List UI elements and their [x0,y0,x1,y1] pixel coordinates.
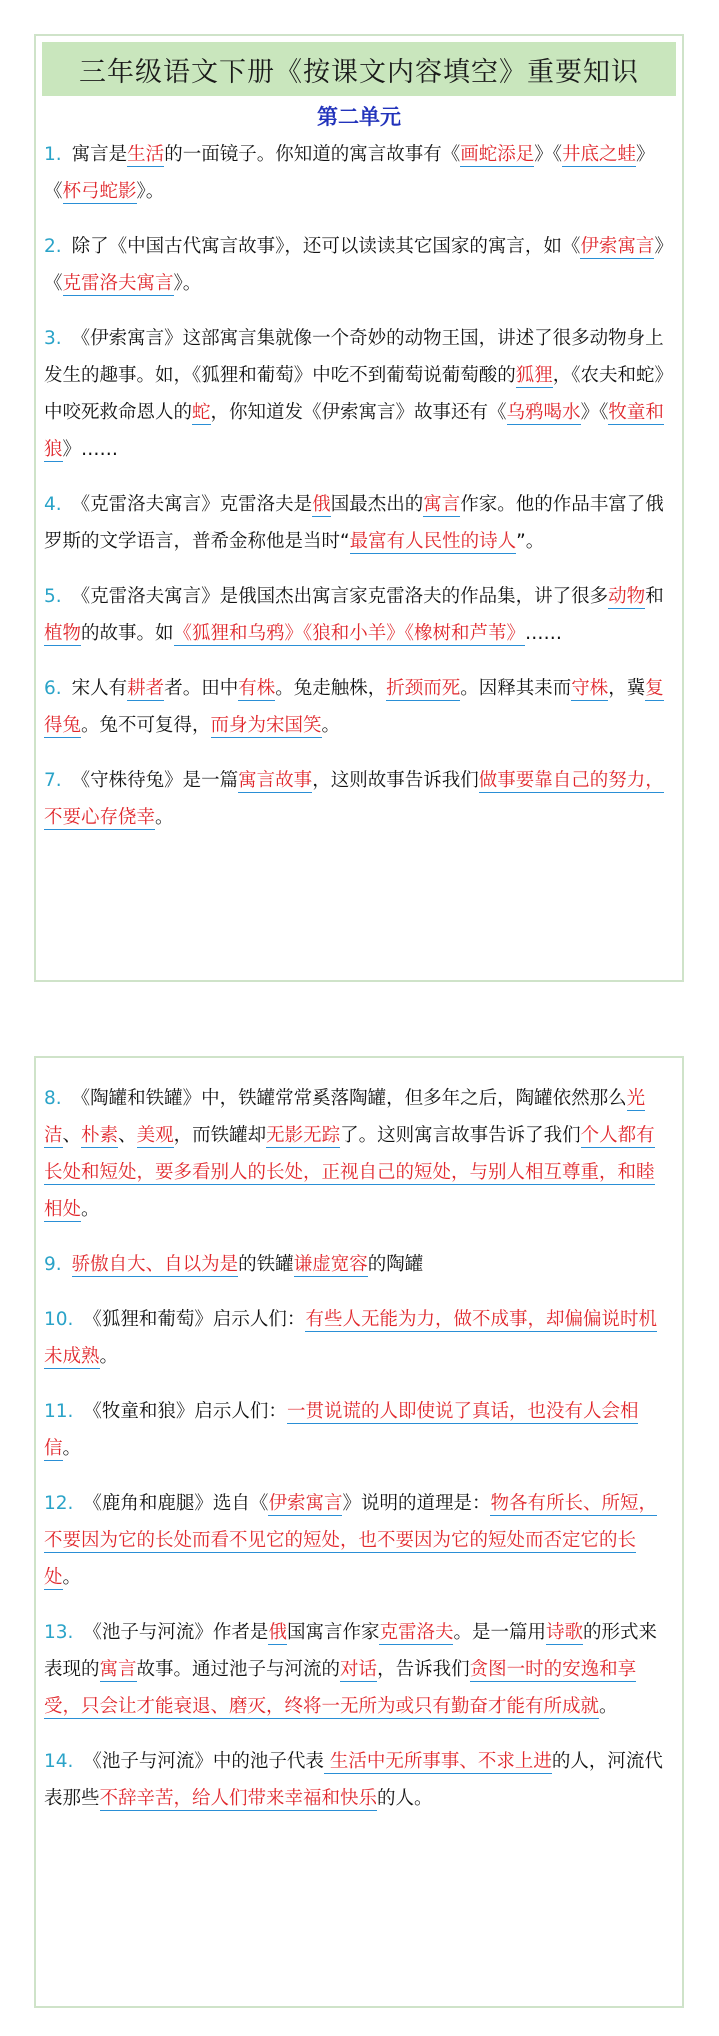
answer-text: 狐狸 [515,365,553,386]
item-text: 《伊索寓言》这部寓言集就像一个奇妙的动物王国，讲述了很多动物身上发生的趣事。如，《狐狸和葡萄》中吃不到葡萄说葡萄酸的 [44,328,664,386]
item-text: 的一面镜子。你知道的寓言故事有《 [164,144,461,165]
answer-text: 做事要靠自己的努力，不要心存侥幸 [44,770,664,828]
item-number: 3. [44,328,62,349]
answer-text: 而身为宋国笑 [210,715,322,736]
knowledge-item [44,320,670,468]
answer-text: 寓言 [99,1659,137,1680]
item-number: 12. [44,1493,74,1514]
knowledge-item [44,228,670,302]
answer-text: 寓言 [423,494,461,515]
item-text: 者。田中 [164,678,239,699]
knowledge-item [44,136,670,210]
answer-text: 守株 [571,678,609,699]
item-text: 《狐狸和葡萄》启示人们： [83,1309,306,1330]
item-text: 的铁罐 [238,1254,294,1275]
item-text: 。 [321,715,341,736]
item-text: 除了《中国古代寓言故事》，还可以读读其它国家的寓言，如《 [71,236,581,257]
item-text: 《鹿角和鹿腿》选自《 [83,1493,269,1514]
item-text: 《克雷洛夫寓言》克雷洛夫是 [71,494,313,515]
item-text: 了。这则寓言故事告诉了我们 [340,1125,581,1146]
item-number: 10. [44,1309,74,1330]
item-text: 《克雷洛夫寓言》是俄国杰出寓言家克雷洛夫的作品集，讲了很多 [71,586,609,607]
answer-text: 蛇 [192,402,211,423]
item-text: 《牧童和狼》启示人们： [83,1401,287,1422]
item-number: 14. [44,1751,74,1772]
item-list-2 [36,1058,682,1817]
item-text: 的故事。如 [81,623,174,644]
item-text: 》《 [44,144,655,202]
answer-text: 物各有所长、所短，不要因为它的长处而看不见它的短处，也不要因为它的短处而否定它的长处 [44,1493,657,1588]
answer-text: 井底之蛙 [561,144,636,165]
answer-text: 有些人无能为力，做不成事，却偏偏说时机未成熟 [44,1309,657,1367]
item-text: 》…… [62,439,119,460]
item-text: 宋人有 [71,678,128,699]
item-text: …… [525,623,563,644]
item-text: 。 [81,1199,100,1220]
answer-text: 俄 [268,1622,287,1643]
knowledge-item [44,1393,670,1467]
answer-text: 伊索寓言 [268,1493,343,1514]
item-text: ”。 [516,531,545,552]
knowledge-item [44,1301,670,1375]
answer-text: 最富有人民性的诗人 [349,531,517,552]
item-text: 《守株待兔》是一篇 [71,770,239,791]
knowledge-item [44,1080,670,1228]
answer-text: 生活中无所事事、不求上进 [323,1751,552,1772]
item-text: 。 [62,1438,82,1459]
knowledge-item [44,1614,670,1725]
item-number: 4. [44,494,62,515]
item-list-1 [36,132,682,836]
item-text: ，《农夫和蛇》中咬死救命恩人的 [44,365,664,423]
item-text: 。 [599,1696,618,1717]
answer-text: 克雷洛夫寓言 [62,273,174,294]
knowledge-item [44,670,670,744]
answer-text: 折颈而死 [386,678,461,699]
answer-text: 不辞辛苦，给人们带来幸福和快乐 [99,1788,378,1809]
item-text: ，你知道发《伊索寓言》故事还有《 [210,402,507,423]
item-text: 《池子与河流》作者是 [83,1622,269,1643]
item-text: 》说明的道理是： [342,1493,491,1514]
item-text: 。是一篇用 [453,1622,546,1643]
knowledge-item [44,762,670,836]
item-text: 的陶罐 [367,1254,424,1275]
item-text: ，告诉我们 [377,1659,470,1680]
answer-text: 画蛇添足 [460,144,535,165]
unit-heading: 第二单元 [317,105,401,129]
item-text: 的形式来表现的 [44,1622,658,1680]
item-text: 。兔走触株， [275,678,387,699]
answer-text: 伊索寓言 [580,236,655,257]
knowledge-card-2 [34,1056,684,2008]
answer-text: 耕者 [127,678,165,699]
item-number: 8. [44,1088,62,1109]
item-text: ，这则故事告诉我们 [312,770,479,791]
item-number: 1. [44,144,62,165]
knowledge-item [44,578,670,652]
item-text: 、 [62,1125,82,1146]
item-text: 、 [118,1125,137,1146]
answer-text: 复得兔 [44,678,664,736]
answer-text: 骄傲自大、自以为是 [71,1254,239,1275]
item-text: 的人。 [377,1788,433,1809]
answer-text: 朴素 [81,1125,119,1146]
item-text: ，冀 [608,678,646,699]
item-text: 》。 [173,273,202,294]
knowledge-card-1 [34,34,684,982]
item-text: 国寓言作家 [286,1622,380,1643]
answer-text: 美观 [136,1125,174,1146]
answer-text: 牧童和狼 [44,402,664,460]
item-text: 》《 [44,236,664,294]
item-text: 和 [645,586,664,607]
item-text: 《池子与河流》中的池子代表 [83,1751,324,1772]
item-text: 。 [155,807,174,828]
page-title: 三年级语文下册《按课文内容填空》重要知识 [42,42,676,96]
item-text: ，而铁罐却 [173,1125,267,1146]
item-text: 》《 [580,402,609,423]
answer-text: 无影无踪 [266,1125,341,1146]
item-number: 2. [44,236,62,257]
answer-text: 生活 [127,144,165,165]
answer-text: 个人都有长处和短处，要多看别人的长处，正视自己的短处，与别人相互尊重，和睦相处 [44,1125,655,1220]
item-text: 》《 [534,144,562,165]
item-number: 11. [44,1401,74,1422]
item-text: 。因释其耒而 [460,678,572,699]
item-number: 13. [44,1622,74,1643]
item-text: 。 [99,1346,119,1367]
item-text: 寓言是 [71,144,128,165]
answer-text: 动物 [608,586,646,607]
answer-text: 乌鸦喝水 [506,402,581,423]
knowledge-item [44,486,670,560]
answer-text: 谦虚宽容 [293,1254,368,1275]
knowledge-item [44,1246,670,1283]
item-text: 的人，河流代表那些 [44,1751,663,1809]
answer-text: 贪图一时的安逸和享受，只会让才能衰退、磨灭，终将一无所为或只有勤奋才能有所成就 [44,1659,637,1717]
answer-text: 克雷洛夫 [379,1622,454,1643]
item-text: 《陶罐和铁罐》中，铁罐常常奚落陶罐，但多年之后，陶罐依然那么 [71,1088,627,1109]
answer-text: 植物 [44,623,82,644]
item-text: 》。 [136,181,165,202]
knowledge-item [44,1743,670,1817]
answer-text: 诗歌 [546,1622,584,1643]
item-text: 国最杰出的 [330,494,424,515]
answer-text: 光洁 [44,1088,646,1146]
answer-text: 杯弓蛇影 [62,181,137,202]
answer-text: 对话 [340,1659,378,1680]
knowledge-item [44,1485,670,1596]
item-number: 9. [44,1254,62,1275]
item-text: 故事。通过池子与河流的 [136,1659,341,1680]
answer-text: 寓言故事 [238,770,313,791]
item-number: 5. [44,586,62,607]
item-text: 。 [62,1567,82,1588]
item-text: 。兔不可复得， [81,715,211,736]
item-number: 7. [44,770,62,791]
item-text: 作家。他的作品丰富了俄罗斯的文学语言，普希金称他是当时“ [44,494,664,552]
answer-text: 有株 [238,678,276,699]
answer-text: 《狐狸和乌鸦》《狼和小羊》《橡树和芦苇》 [173,623,526,644]
item-number: 6. [44,678,62,699]
answer-text: 一贯说谎的人即使说了真话，也没有人会相信 [44,1401,639,1459]
answer-text: 俄 [312,494,331,515]
